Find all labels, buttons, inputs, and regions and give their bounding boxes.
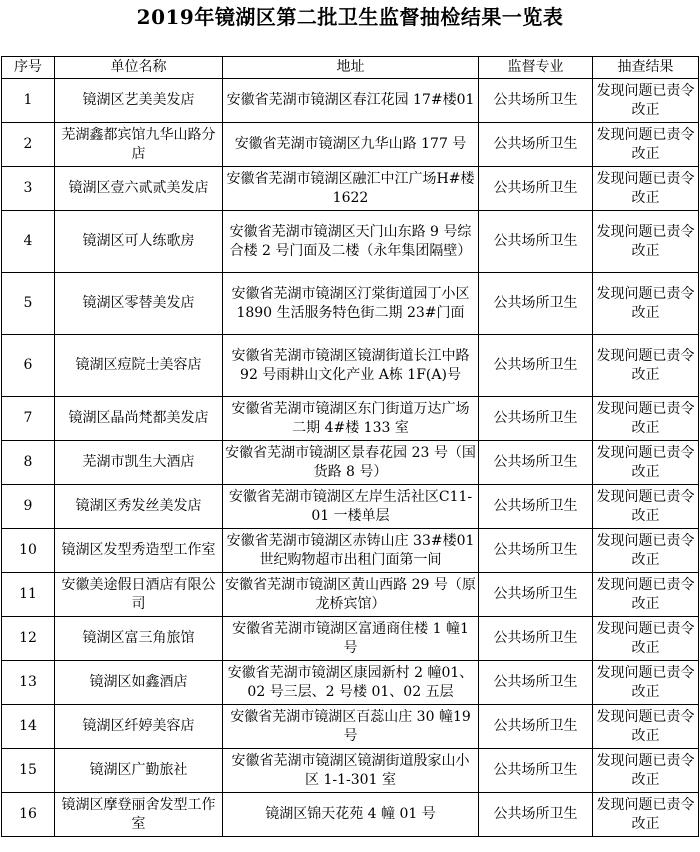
cell-inspection-result: 发现问题已责令改正: [593, 749, 699, 793]
table-row: [2, 397, 699, 441]
cell-inspection-result: 发现问题已责令改正: [593, 573, 699, 617]
cell-serial-number: 1: [2, 79, 55, 123]
cell-inspection-result: 发现问题已责令改正: [593, 167, 699, 211]
cell-supervision-specialty: 公共场所卫生: [479, 211, 593, 273]
cell-unit-name: 镜湖区痘院士美容店: [55, 335, 223, 397]
cell-unit-name: 安徽美途假日酒店有限公司: [55, 573, 223, 617]
table-row: [2, 705, 699, 749]
cell-unit-name: 镜湖区晶尚梵都美发店: [55, 397, 223, 441]
cell-supervision-specialty: 公共场所卫生: [479, 617, 593, 661]
cell-serial-number: 15: [2, 749, 55, 793]
cell-serial-number: 3: [2, 167, 55, 211]
cell-supervision-specialty: 公共场所卫生: [479, 397, 593, 441]
cell-address: 安徽省芜湖市镜湖区融汇中江广场H#楼 1622: [223, 167, 479, 211]
table-row: [2, 661, 699, 705]
header-unit-name: 单位名称: [55, 57, 223, 79]
cell-unit-name: 镜湖区摩登丽舍发型工作室: [55, 793, 223, 837]
table-row: [2, 573, 699, 617]
header-address: 地址: [223, 57, 479, 79]
cell-unit-name: 芜湖市凯生大酒店: [55, 441, 223, 485]
cell-serial-number: 7: [2, 397, 55, 441]
table-row: [2, 617, 699, 661]
table-header-row: [2, 57, 699, 79]
cell-serial-number: 8: [2, 441, 55, 485]
cell-serial-number: 10: [2, 529, 55, 573]
cell-serial-number: 16: [2, 793, 55, 837]
cell-address: 安徽省芜湖市镜湖区康园新村 2 幢01、02 号三层、2 号楼 01、02 五层: [223, 661, 479, 705]
cell-serial-number: 6: [2, 335, 55, 397]
cell-address: 安徽省芜湖市镜湖区富通商住楼 1 幢1 号: [223, 617, 479, 661]
cell-unit-name: 镜湖区秀发丝美发店: [55, 485, 223, 529]
cell-address: 镜湖区锦天花苑 4 幢 01 号: [223, 793, 479, 837]
cell-inspection-result: 发现问题已责令改正: [593, 529, 699, 573]
cell-unit-name: 镜湖区发型秀造型工作室: [55, 529, 223, 573]
cell-serial-number: 4: [2, 211, 55, 273]
cell-address: 安徽省芜湖市镜湖区赤铸山庄 33#楼01 世纪购物超市出租门面第一间: [223, 529, 479, 573]
cell-inspection-result: 发现问题已责令改正: [593, 617, 699, 661]
header-inspection-result: 抽查结果: [593, 57, 699, 79]
cell-supervision-specialty: 公共场所卫生: [479, 123, 593, 167]
inspection-results-table: [1, 56, 699, 837]
cell-address: 安徽省芜湖市镜湖区景春花园 23 号（国货路 8 号）: [223, 441, 479, 485]
cell-supervision-specialty: 公共场所卫生: [479, 273, 593, 335]
cell-inspection-result: 发现问题已责令改正: [593, 793, 699, 837]
cell-inspection-result: 发现问题已责令改正: [593, 661, 699, 705]
cell-serial-number: 2: [2, 123, 55, 167]
cell-inspection-result: 发现问题已责令改正: [593, 79, 699, 123]
cell-serial-number: 12: [2, 617, 55, 661]
cell-serial-number: 5: [2, 273, 55, 335]
cell-supervision-specialty: 公共场所卫生: [479, 661, 593, 705]
cell-supervision-specialty: 公共场所卫生: [479, 441, 593, 485]
cell-supervision-specialty: 公共场所卫生: [479, 485, 593, 529]
cell-address: 安徽省芜湖市镜湖区左岸生活社区C11-01 一楼单层: [223, 485, 479, 529]
cell-supervision-specialty: 公共场所卫生: [479, 749, 593, 793]
cell-address: 安徽省芜湖市镜湖区百蕊山庄 30 幢19 号: [223, 705, 479, 749]
cell-unit-name: 镜湖区艺美美发店: [55, 79, 223, 123]
cell-inspection-result: 发现问题已责令改正: [593, 273, 699, 335]
cell-address: 安徽省芜湖市镜湖区黄山西路 29 号（原龙桥宾馆）: [223, 573, 479, 617]
cell-address: 安徽省芜湖市镜湖区镜湖街道殷家山小区 1-1-301 室: [223, 749, 479, 793]
cell-supervision-specialty: 公共场所卫生: [479, 573, 593, 617]
cell-inspection-result: 发现问题已责令改正: [593, 705, 699, 749]
cell-unit-name: 镜湖区富三角旅馆: [55, 617, 223, 661]
cell-inspection-result: 发现问题已责令改正: [593, 335, 699, 397]
cell-address: 安徽省芜湖市镜湖区镜湖街道长江中路 92 号雨耕山文化产业 A栋 1F(A)号: [223, 335, 479, 397]
cell-inspection-result: 发现问题已责令改正: [593, 397, 699, 441]
cell-supervision-specialty: 公共场所卫生: [479, 705, 593, 749]
table-row: [2, 441, 699, 485]
cell-supervision-specialty: 公共场所卫生: [479, 335, 593, 397]
table-row: [2, 529, 699, 573]
cell-address: 安徽省芜湖市镜湖区春江花园 17#楼01: [223, 79, 479, 123]
cell-unit-name: 镜湖区如鑫酒店: [55, 661, 223, 705]
table-row: [2, 211, 699, 273]
cell-address: 安徽省芜湖市镜湖区九华山路 177 号: [223, 123, 479, 167]
cell-supervision-specialty: 公共场所卫生: [479, 79, 593, 123]
table-row: [2, 79, 699, 123]
cell-serial-number: 11: [2, 573, 55, 617]
table-row: [2, 749, 699, 793]
cell-inspection-result: 发现问题已责令改正: [593, 441, 699, 485]
cell-unit-name: 镜湖区纤婷美容店: [55, 705, 223, 749]
cell-inspection-result: 发现问题已责令改正: [593, 211, 699, 273]
cell-serial-number: 13: [2, 661, 55, 705]
cell-unit-name: 镜湖区广勤旅社: [55, 749, 223, 793]
cell-address: 安徽省芜湖市镜湖区天门山东路 9 号综合楼 2 号门面及二楼（永年集团隔壁）: [223, 211, 479, 273]
cell-unit-name: 镜湖区零替美发店: [55, 273, 223, 335]
cell-supervision-specialty: 公共场所卫生: [479, 167, 593, 211]
table-row: [2, 167, 699, 211]
cell-address: 安徽省芜湖市镜湖区东门街道万达广场二期 4#楼 133 室: [223, 397, 479, 441]
cell-address: 安徽省芜湖市镜湖区汀棠街道园丁小区 1890 生活服务特色街二期 23#门面: [223, 273, 479, 335]
cell-unit-name: 芜湖鑫都宾馆九华山路分店: [55, 123, 223, 167]
cell-serial-number: 14: [2, 705, 55, 749]
cell-supervision-specialty: 公共场所卫生: [479, 793, 593, 837]
cell-unit-name: 镜湖区可人练歌房: [55, 211, 223, 273]
cell-inspection-result: 发现问题已责令改正: [593, 485, 699, 529]
cell-supervision-specialty: 公共场所卫生: [479, 529, 593, 573]
table-row: [2, 335, 699, 397]
cell-inspection-result: 发现问题已责令改正: [593, 123, 699, 167]
table-row: [2, 123, 699, 167]
cell-unit-name: 镜湖区壹六贰贰美发店: [55, 167, 223, 211]
table-row: [2, 485, 699, 529]
table-row: [2, 793, 699, 837]
cell-serial-number: 9: [2, 485, 55, 529]
header-serial-number: 序号: [2, 57, 55, 79]
header-supervision-specialty: 监督专业: [479, 57, 593, 79]
document-title: 2019年镜湖区第二批卫生监督抽检结果一览表: [136, 5, 564, 29]
table-row: [2, 273, 699, 335]
